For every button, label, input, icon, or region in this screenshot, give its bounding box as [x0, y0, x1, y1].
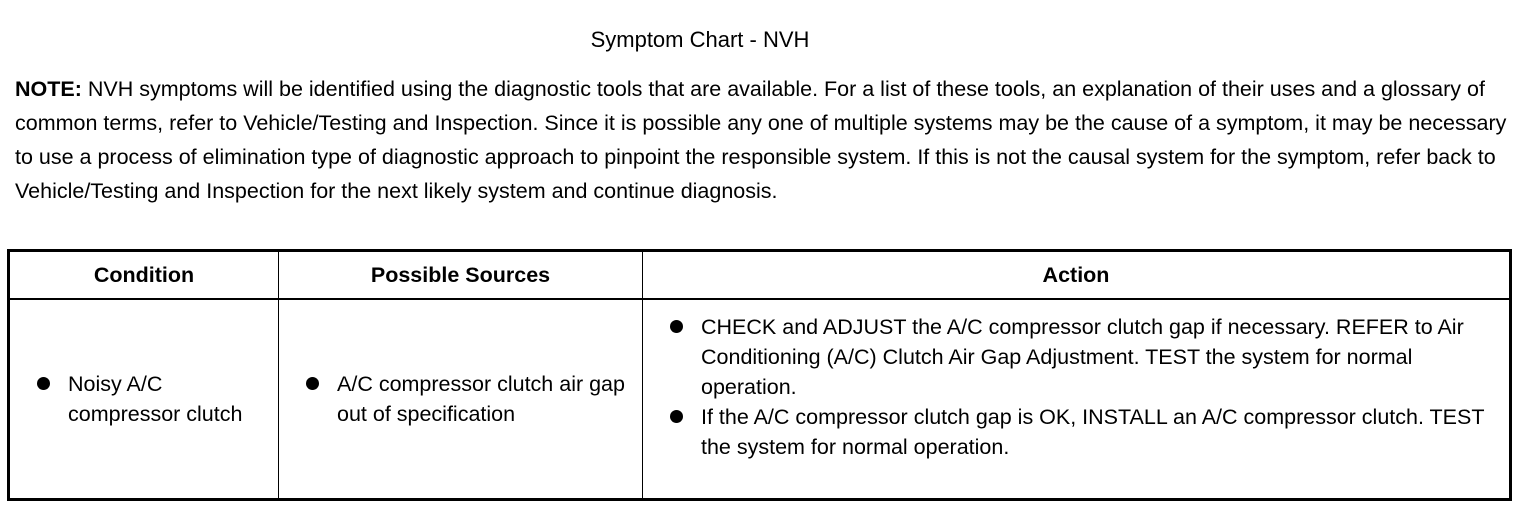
action-cell	[643, 299, 1511, 500]
note-label: NOTE:	[15, 77, 82, 101]
possible-sources-cell	[279, 299, 643, 500]
note-paragraph	[15, 72, 1520, 208]
header-possible-sources: Possible Sources	[279, 251, 643, 300]
condition-list	[10, 369, 278, 429]
header-condition: Condition	[9, 251, 279, 300]
condition-item: Noisy A/C compressor clutch	[10, 369, 278, 429]
sources-list	[279, 369, 642, 429]
action-item: If the A/C compressor clutch gap is OK, INSTALL an A/C compressor clutch. TEST the system for normal operation.	[643, 402, 1509, 462]
action-list	[643, 300, 1509, 498]
header-action: Action	[643, 251, 1511, 300]
page-title: Symptom Chart - NVH	[590, 27, 810, 52]
note-text: NVH symptoms will be identified using the diagnostic tools that are available. For a list of these tools, an explanation of their uses and a glossary of common terms, refer to Vehicle/Testing and Inspection. Since it is possible any one of multiple systems may be the cause of a symptom, it may be necessary to use a process of elimination type of diagnostic approach to pinpoint the responsible system. If this is not the causal system for the symptom, refer back to Vehicle/Testing and Inspection for the next likely system and continue diagnosis.	[15, 77, 1507, 203]
source-item: A/C compressor clutch air gap out of specification	[279, 369, 642, 429]
table-header-row	[9, 251, 1511, 300]
action-item: CHECK and ADJUST the A/C compressor clutch gap if necessary. REFER to Air Conditioning (A/C) Clutch Air Gap Adjustment. TEST the system for normal operation.	[643, 312, 1509, 402]
condition-cell	[9, 299, 279, 500]
symptom-table	[7, 249, 1512, 501]
table-row	[9, 299, 1511, 500]
